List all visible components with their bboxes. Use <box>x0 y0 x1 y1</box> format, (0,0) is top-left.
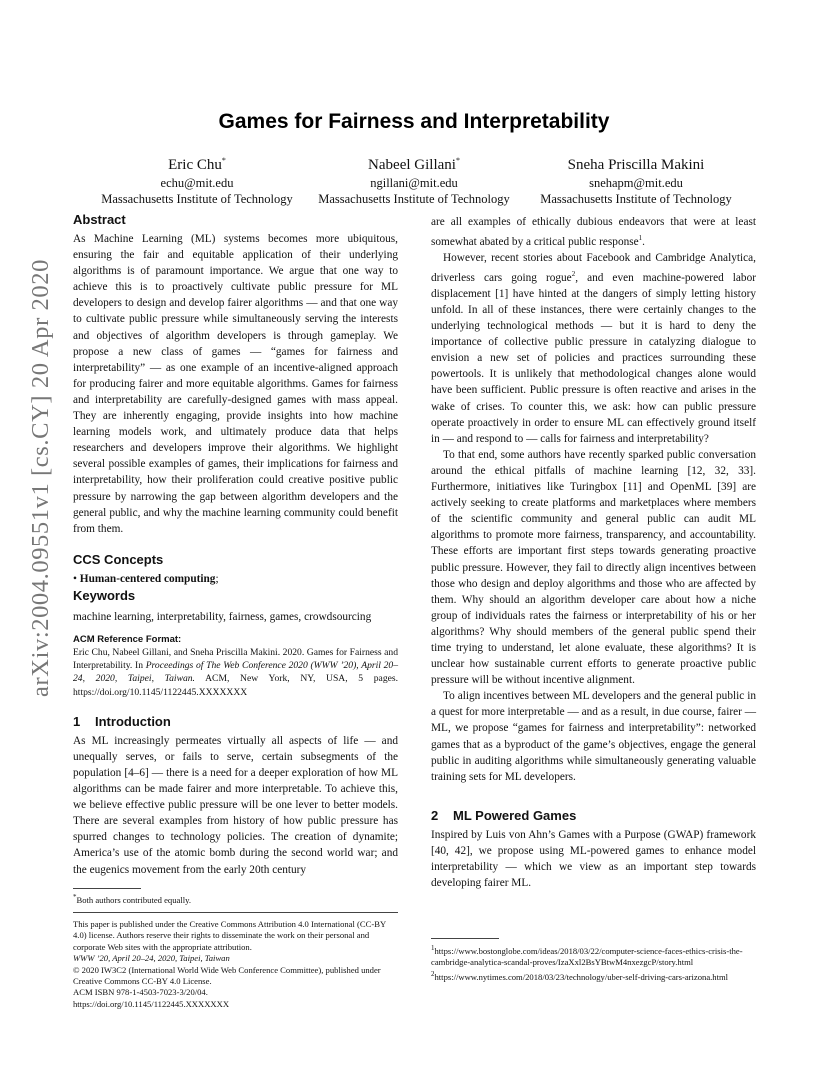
ccs-suffix: ; <box>215 572 219 585</box>
arxiv-id: arXiv:2004.09551v1 [cs.CY] 20 Apr 2020 <box>27 259 54 697</box>
keywords-heading: Keywords <box>73 587 136 603</box>
footnote-url[interactable]: https://www.nytimes.com/2018/03/23/technology/uber-self-driving-cars-arizona.html <box>434 971 729 982</box>
license-text: This paper is published under the Creative Commons Attribution 4.0 International (CC-BY 4.0) license. Authors reserve their rights to disseminate the work on their personal and corporate Web sites with the appropriate attribution. <box>73 918 386 952</box>
author-mark: * <box>455 156 460 165</box>
acm-ref-text <box>73 646 398 699</box>
section2-number: 2 <box>431 807 439 823</box>
keywords-text: machine learning, interpretability, fairness, games, crowdsourcing <box>73 610 372 623</box>
ccs-bullet: • <box>73 572 77 585</box>
author-email[interactable]: snehapm@mit.edu <box>589 176 683 190</box>
paragraph-text: are all examples of ethically dubious endeavors that were at least somewhat abated by a critical public response <box>431 216 756 248</box>
ccs-heading: CCS Concepts <box>73 551 164 567</box>
author-email[interactable]: echu@mit.edu <box>160 176 234 190</box>
abstract-text: As Machine Learning (ML) systems becomes more ubiquitous, ensuring the fair and equitable application of their underlying algorithms is of paramount importance. We argue that one way to achieve this is to proactively cultivate public pressure for ML developers to design and develop fairer algorithms — and that one way to cultivate public pressure while simultaneously serving the interests and objectives of algorithm developers is through gameplay. We propose a new class of games — “games for fairness and interpretability” — as one example of an incentive-aligned approach for producing fairer and more equitable algorithms. Games for fairness and interpretability are carefully-designed games with mass appeal. They are inherently engaging, provide insights into how machine learning models work, and ultimately produce data that helps researchers and developers improve their algorithms. We highlight several possible examples of games, their implications for fairness and interpretability, how their proliferation could creative positive public pressure by narrowing the gap between algorithm developers and the general public, and why the machine learning community could benefit from them. <box>73 233 398 535</box>
acm-ref-venue: Proceedings of The Web Conference 2020 (WWW ’20), April 20–24, 2020, Taipei, Taiwan. <box>73 660 399 685</box>
footnote-ref[interactable]: 1 <box>638 234 643 243</box>
intro-heading <box>73 713 398 731</box>
license-doi[interactable]: https://doi.org/10.1145/1122445.XXXXXXX <box>73 998 230 1009</box>
author-name: Eric Chu <box>168 157 222 173</box>
paragraph-end: . <box>642 235 645 248</box>
license-conference: WWW ’20, April 20–24, 2020, Taipei, Taiwan <box>73 953 230 964</box>
paragraph: To that end, some authors have recently sparked public conversation around the ethical pitfalls of machine learning [12, 32, 33]. Furthermore, initiatives like Turingbox [11] and OpenML [39] are actively seeking to create platforms and marketplaces where members of the scientific community and general public can audit ML algorithms to promote more fairness, transparency, and accountability. These efforts are important first steps towards generating proactive public pressure. However, they fail to directly align incentives between those who design and deploy algorithms and those who are affected by them. Why should an algorithm developer care about how a niche group of individuals rates the fairness or interpretability of his or her algorithms? Why should members of the general public spend their time trying to understand, let alone evaluate, these algorithms? It is unclear how sustainable current efforts to generate proactive public pressure will be without incentive alignment. <box>431 448 756 687</box>
paragraph: Inspired by Luis von Ahn’s Games with a Purpose (GWAP) framework [40, 42], we propose using ML-powered games to enhance model interpretability — which we view as an important step towards developing fairer ML. <box>431 828 756 890</box>
author-block-2 <box>299 151 529 207</box>
ccs-concepts <box>73 571 398 587</box>
paper-title: Games for Fairness and Interpretability <box>218 110 610 133</box>
footnote-2 <box>431 969 756 983</box>
acm-ref-after: ACM, New York, NY, USA, 5 pages. https://doi.org/10.1145/1122445.XXXXXXX <box>73 673 399 698</box>
footnote-mark: 1 <box>431 944 435 953</box>
license-copyright: © 2020 IW3C2 (International World Wide Web Conference Committee), published under Creative Commons CC-BY 4.0 License. <box>73 964 381 986</box>
intro-text: As ML increasingly permeates virtually all aspects of life — and unequally serves, or fails to serve, certain subsegments of the population [4–6] — there is a need for a deeper exploration of how ML algorithms can be made fairer and more interpretable. To achieve this, we believe effective public pressure will be one lever to better models. There are several examples from history of how public pressure has spurred changes to technology policies. The creation of dynamite; America’s use of the atomic bomb during the second world war; and the eugenics movement from the early 20th century <box>73 734 398 876</box>
footnote-mark: * <box>73 892 77 901</box>
section2-title: ML Powered Games <box>453 807 577 823</box>
paragraph: To align incentives between ML developers and the general public in a quest for more interpretable — and as a result, in due course, fairer — ML, we propose “games for fairness and interpretability”: networked games that as a byproduct of the game’s objectives, engage the general public in auditing algorithms while simultaneously generating valuable training sets for ML developers. <box>431 690 756 783</box>
author-name: Sneha Priscilla Makini <box>567 157 705 173</box>
paragraph-text: However, recent stories about Facebook and Cambridge Analytica, driverless cars going rogue <box>431 251 756 284</box>
footnote-rule <box>73 888 141 889</box>
license-block <box>73 919 398 1010</box>
author-affiliation: Massachusetts Institute of Technology <box>101 192 293 206</box>
license-isbn: ACM ISBN 978-1-4503-7023-3/20/04. <box>73 987 208 998</box>
license-rule <box>73 912 398 913</box>
footnote-rule <box>431 938 499 939</box>
abstract-heading: Abstract <box>73 212 126 227</box>
footnote-1 <box>431 943 756 969</box>
arxiv-watermark <box>21 259 61 697</box>
acm-ref-before: Eric Chu, Nabeel Gillani, and Sneha Priscilla Makini. 2020. Games for Fairness and Interpretability. In <box>73 646 398 672</box>
right-column <box>431 214 756 983</box>
acm-ref-heading: ACM Reference Format: <box>73 633 182 645</box>
footnote-url[interactable]: https://www.bostonglobe.com/ideas/2018/03/22/computer-science-faces-ethics-crisis-the-cambridge-analytica-scandal-proves/IzaXxl2BsYBtwM4nxezgcP/story.html <box>431 946 743 968</box>
footnote-ref[interactable]: 2 <box>571 270 576 279</box>
author-block-3 <box>521 151 751 207</box>
author-block-1 <box>82 151 312 207</box>
author-affiliation: Massachusetts Institute of Technology <box>318 192 510 206</box>
section2-heading <box>431 807 756 825</box>
paragraph <box>431 250 756 447</box>
author-email[interactable]: ngillani@mit.edu <box>370 176 458 190</box>
intro-number: 1 <box>73 713 81 729</box>
footnote-mark: 2 <box>431 969 435 978</box>
paragraph-text: , and even machine-powered labor displacement [1] have hinted at the dangers of simply letting history unfold. In all of these instances, there were certainly changes to the underlying technological methods — but it is hard to deny the importance of collective public pressure in catalyzing dialogue to envision a new set of policies and practices surrounding these powertools. It is unlikely that methodological changes alone would have been sufficient. Public pressure is often reactive and arises in the wake of crises. To counter this, we ask: how can public pressure operate proactively in order to ensure ML can effectively ground itself in — and respond to — calls for fairness and interpretability? <box>431 271 756 445</box>
footnote-text: Both authors contributed equally. <box>76 894 191 905</box>
ccs-item: Human-centered computing <box>79 572 216 585</box>
intro-title: Introduction <box>95 713 171 729</box>
left-column <box>73 211 398 1010</box>
author-affiliation: Massachusetts Institute of Technology <box>540 192 732 206</box>
paragraph <box>431 214 756 250</box>
author-footnote <box>73 892 398 906</box>
author-name: Nabeel Gillani <box>368 157 456 173</box>
author-mark: * <box>221 156 226 165</box>
